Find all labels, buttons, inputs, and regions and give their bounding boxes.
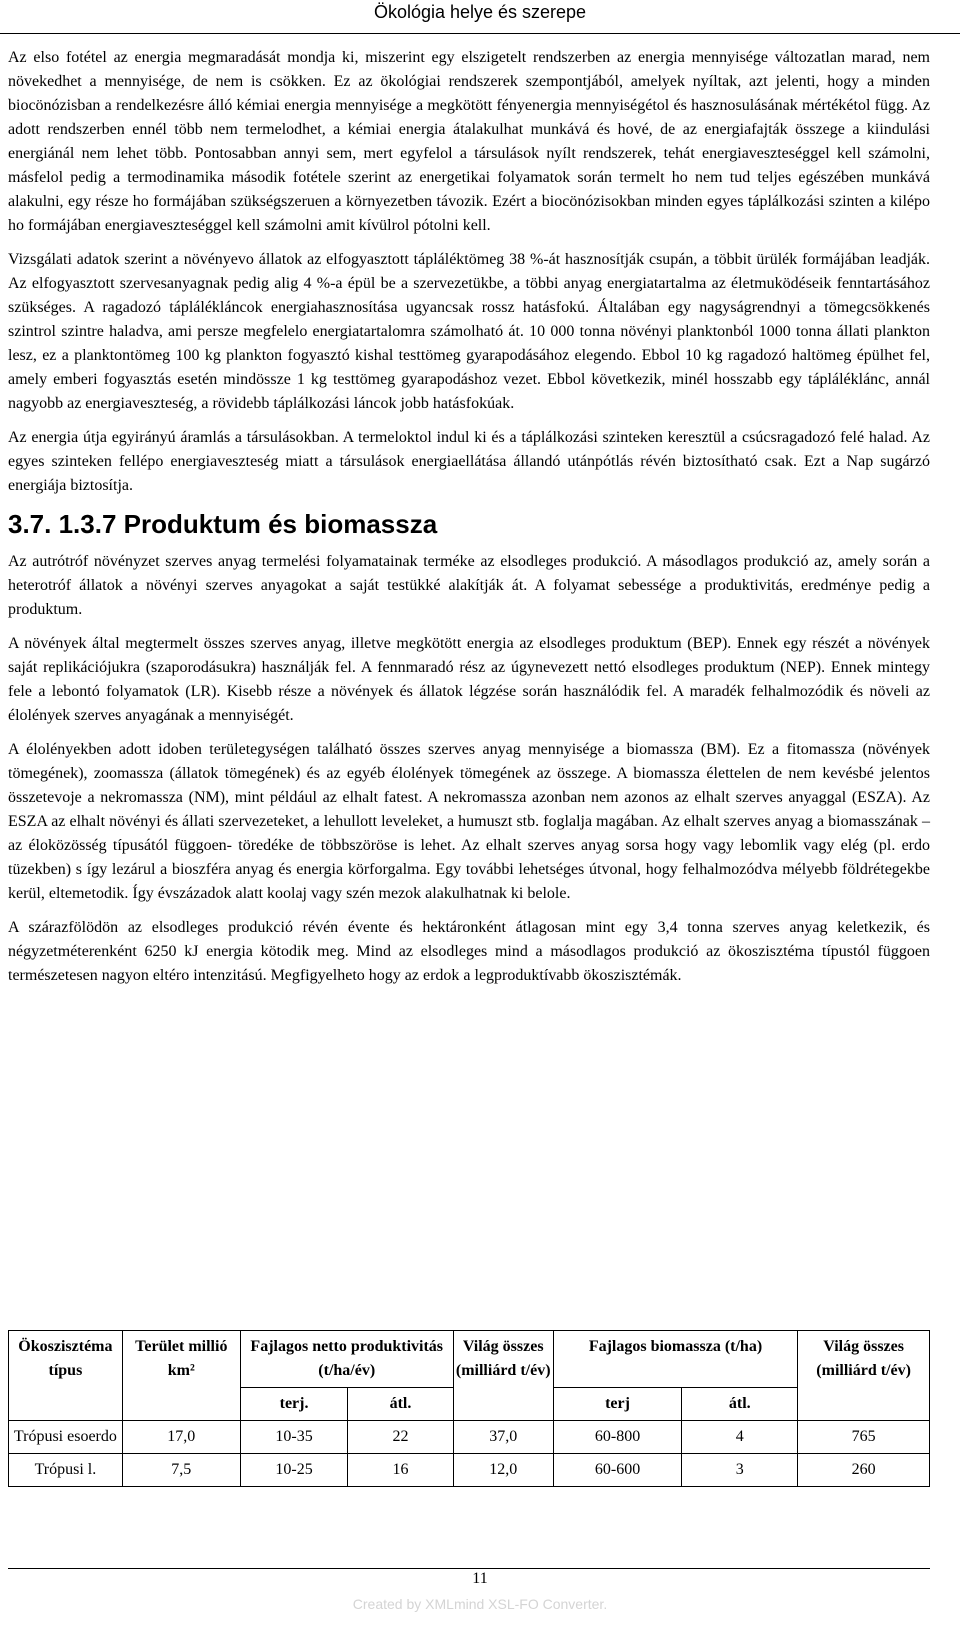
table-row (9, 1421, 930, 1454)
table-cell: Trópusi esoerdo (9, 1421, 123, 1454)
paragraph: A növények által megtermelt összes szerves anyag, illetve megkötött energia az elsodleges produktum (BEP). Ennek egy részét a növények saját replikációjukra (szaporodásukra) használják fel. A fennmaradó rész az úgynevezett nettó elsodleges produktum (NEP). Ennek mintegy fele a lebontó folyamatok (LR). Kisebb része a növények és állatok légzése során használódik fel. A maradék felhalmozódik és növeli az élolények szerves anyagának a mennyiségét. (8, 635, 930, 724)
page-number: 11 (472, 1570, 488, 1587)
paragraph: Az autrótróf növényzet szerves anyag termelési folyamatainak terméke az elsodleges produkció. A másodlagos produkció az, amely során a heterotróf állatok a növényi szerves anyagokat a saját testükké alakítják át. A folyamat sebessége a produktivitás, eredménye pedig a produktum. (8, 553, 930, 618)
table-header-cell: Fajlagos biomassza (t/ha) (553, 1331, 797, 1388)
table-header-cell: terj. (240, 1388, 347, 1421)
table-cell: 12,0 (453, 1454, 553, 1487)
table-cell: 17,0 (122, 1421, 240, 1454)
table-header-cell: Ökoszisztéma típus (9, 1331, 123, 1421)
table-header-cell: terj (553, 1388, 682, 1421)
table-cell: 22 (348, 1421, 453, 1454)
table-cell: 60-800 (553, 1421, 682, 1454)
paragraph: A szárazfölödön az elsodleges produkció révén évente és hektáronként átlagosan mint egy 3,4 tonna szerves anyag keletkezik, és négyzetméterenként 6250 kJ energia kötodik meg. Mind az elsodleges mind a másodlagos produkció az ökoszisztéma típustól függoen természetesen nagyon eltéro intenzitású. Megfigyelheto hogy az erdok a legproduktívabb ökoszisztémák. (8, 919, 930, 984)
converter-credit: Created by XMLmind XSL-FO Converter. (352, 1596, 608, 1612)
table-header-cell: Világ összes (milliárd t/év) (798, 1331, 930, 1421)
paragraph: Vizsgálati adatok szerint a növényevo állatok az elfogyasztott tápláléktömeg 38 %-át hasznosítják csupán, a többit ürülék formájában leadják. Az elfogyasztott szervesanyagnak pedig alig 4 %-a épül be a szervezetükbe, a többi anyag energiatartalma az életmuködéseik fenntartásához szükséges. A ragadozó táplálékláncok energiahasznosítása ugyancsak rossz hatásfokú. Általában egy nagyságrendnyi a tömegcsökkenés szintrol szintre haladva, ami persze megfelelo energiatartalomra számolható át. 10 000 tonna növényi planktonból 1000 tonna állati plankton lesz, ez a planktontömeg 100 kg plankton fogyasztó kishal testtömeg gyarapodásához elegendo. Ebbol 10 kg ragadozó haltömeg épülhet fel, amely emberi fogyasztás esetén mindössze 1 kg testtömeg gyarapodáshoz vezet. Ebbol következik, minél hosszabb egy tápláléklánc, annál nagyobb az energiaveszteség, a rövidebb táplálkozási láncok jobb hatásfokúak. (8, 251, 930, 412)
table-header-cell: Világ összes (milliárd t/év) (453, 1331, 553, 1421)
table-row (9, 1454, 930, 1487)
table-cell: Trópusi l. (9, 1454, 123, 1487)
table-cell: 16 (348, 1454, 453, 1487)
page-header (0, 0, 960, 34)
document-body (8, 46, 930, 998)
section-heading: 3.7. 1.3.7 Produktum és biomassza (8, 509, 438, 539)
table-header-cell: átl. (348, 1388, 453, 1421)
table-cell: 10-25 (240, 1454, 347, 1487)
paragraph: Az energia útja egyirányú áramlás a társulásokban. A termeloktol indul ki és a táplálkozási szinteken keresztül a csúcsragadozó felé halad. Az egyes szinteken fellépo energiaveszteség miatt a társulások energiaellátása állandó utánpótlás révén biztosítható csak. Ezt a Nap sugárzó energiája biztosítja. (8, 429, 930, 494)
table-cell: 60-600 (553, 1454, 682, 1487)
table-cell: 37,0 (453, 1421, 553, 1454)
table-header-cell: Fajlagos netto produktivitás (t/ha/év) (240, 1331, 453, 1388)
table-cell: 3 (682, 1454, 798, 1487)
paragraph: A élolényekben adott idoben területegységen található összes szerves anyag mennyisége a biomassza (BM). Ez a fitomassza (növények tömegének), zoomassza (állatok tömegének) és az egyéb élolények tömegének az összege. A biomassza élettelen de nem kevésbé jelentos összetevoje a nekromassza (NM), mint például az elhalt fatest. A nekromassza azonban nem azonos az elhalt szerves anyaggal (ESZA). Az ESZA az elhalt növényi és állati szervezeteket, a lehullott leveleket, a humuszt stb. foglalja magában. Az elhalt szerves anyag a biomasszának – az éloközösség típusától függoen- töredéke de többszöröse is lehet. Az elhalt szerves anyag sorsa hogy vagy lebomlik vagy elég (pl. erdo tüzekben) s így lezárul a bioszféra anyag és energia körforgalma. Egy további lehetséges útvonal, hogy felhalmozódva mélyebb földrétegekbe kerül, eltemetodik. Így évszázadok alatt koolaj vagy szén mezok alakulhatnak ki belole. (8, 741, 930, 902)
table-cell: 765 (798, 1421, 930, 1454)
ecosystem-table (8, 1330, 930, 1487)
table-header-row (9, 1331, 930, 1388)
table-header-cell: Terület millió km² (122, 1331, 240, 1421)
paragraph: Az elso fotétel az energia megmaradását mondja ki, miszerint egy elszigetelt rendszerben az energia mennyisége változatlan marad, nem növekedhet a mennyisége, de nem is csökken. Ez az ökológiai rendszerek szempontjából, amelyek nyíltak, azt jelenti, hogy a minden biocönózisban a rendelkezésre álló kémiai energia mennyisége a megkötött fényenergia mennyiségétol és hasznosulásának mértékétol függ. Az adott rendszerben ennél több nem termelodhet, a kémiai energia átalakulhat munkává és hové, de az energiafajták összege a kiindulási energiánál nem lehet több. Pontosabban annyi sem, mert egyfelol a társulások nyílt rendszerek, tehát energiaveszteséggel kell számolni, másfelol pedig a termodinamika második fotétele szerint az energetikai folyamatok során termelt ho nem tud teljes egészében munkává alakulni, egy része ho formájában szükségszeruen a környezetben távozik. Ezért a biocönózisokban minden egyes táplálkozási szinten a kilépo ho formájában energiaveszteséggel kell számolni amit kívülrol pótolni kell. (8, 49, 930, 234)
table-cell: 10-35 (240, 1421, 347, 1454)
table-cell: 4 (682, 1421, 798, 1454)
table-cell: 7,5 (122, 1454, 240, 1487)
table-header-cell: átl. (682, 1388, 798, 1421)
page-header-title: Ökológia helye és szerepe (373, 2, 587, 22)
footer-divider (8, 1568, 930, 1569)
table-cell: 260 (798, 1454, 930, 1487)
